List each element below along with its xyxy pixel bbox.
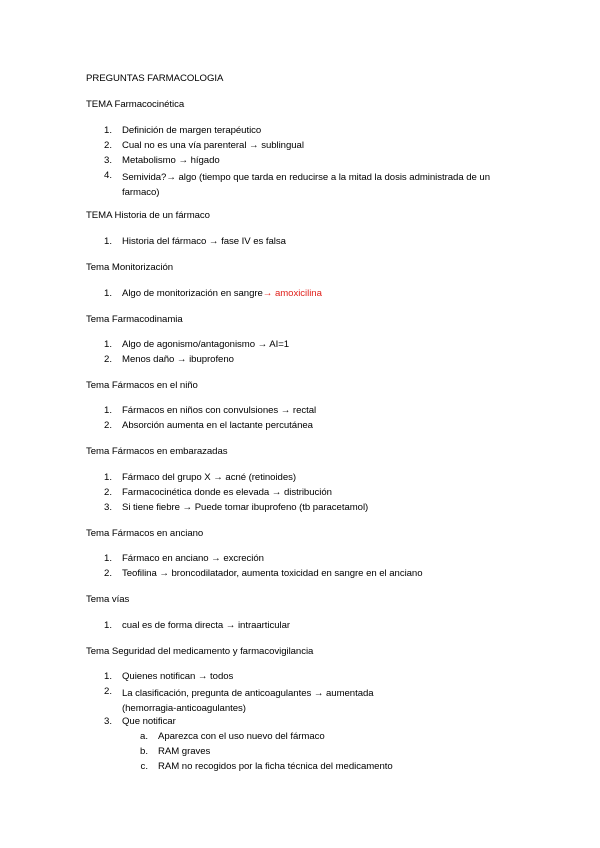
section-heading: Tema Farmacodinamia: [86, 314, 183, 325]
list-item: Metabolismo → hígado: [122, 155, 220, 166]
list-item: La clasificación, pregunta de anticoagulantes → aumentada (hemorragia-anticoagulantes): [122, 688, 374, 714]
sublist-item-letter: c.: [140, 761, 148, 772]
section-heading: Tema Fármacos en anciano: [86, 528, 204, 539]
list-item-number: 3.: [103, 502, 112, 513]
list-item: Algo de agonismo/antagonismo → AI=1: [122, 339, 290, 350]
sublist-item: RAM graves: [158, 746, 211, 757]
section-heading: Tema Fármacos en el niño: [86, 380, 198, 391]
list-item-number: 3.: [103, 155, 112, 166]
section-heading: TEMA Farmacocinética: [86, 99, 185, 110]
list-item: Semivida?→ algo (tiempo que tarda en reducirse a la mitad la dosis administrada de un farmaco): [122, 172, 490, 198]
section-heading: Tema vías: [86, 594, 130, 605]
list-item: Fármacos en niños con convulsiones → rectal: [122, 405, 317, 416]
section-heading: Tema Monitorización: [86, 262, 174, 273]
list-item-number: 2.: [103, 686, 112, 697]
list-item-number: 2.: [103, 487, 112, 498]
list-item-number: 2.: [103, 140, 112, 151]
list-item: Definición de margen terapéutico: [122, 125, 262, 136]
list-item-number: 2.: [103, 420, 112, 431]
list-item-number: 1.: [103, 553, 112, 564]
sublist-item: Aparezca con el uso nuevo del fármaco: [158, 731, 325, 742]
list-item: Fármaco del grupo X → acné (retinoides): [122, 472, 297, 483]
list-item: Teofilina → broncodilatador, aumenta toxicidad en sangre en el anciano: [122, 568, 423, 579]
list-item-text: Algo de monitorización en sangre: [122, 288, 263, 299]
document-title: PREGUNTAS FARMACOLOGIA: [86, 73, 224, 84]
list-item-number: 2.: [103, 354, 112, 365]
list-item-number: 1.: [103, 671, 112, 682]
section-heading: Tema Seguridad del medicamento y farmacovigilancia: [86, 646, 314, 657]
list-item-number: 4.: [103, 170, 112, 181]
list-item: Que notificar: [122, 716, 176, 727]
list-item: Historia del fármaco → fase IV es falsa: [122, 236, 286, 247]
section-heading: TEMA Historia de un fármaco: [86, 210, 210, 221]
list-item: Cual no es una vía parenteral → sublingual: [122, 140, 304, 151]
sublist-item-letter: b.: [139, 746, 148, 757]
list-item: Fármaco en anciano → excreción: [122, 553, 264, 564]
list-item-number: 1.: [103, 472, 112, 483]
list-item: cual es de forma directa → intraarticular: [122, 620, 291, 631]
list-item-number: 1.: [103, 339, 112, 350]
sublist-item: RAM no recogidos por la ficha técnica del medicamento: [158, 761, 393, 772]
list-item-number: 1.: [103, 405, 112, 416]
list-item-number: 1.: [103, 288, 112, 299]
list-item: Menos daño → ibuprofeno: [122, 354, 234, 365]
list-item-number: 3.: [103, 716, 112, 727]
list-item: Si tiene fiebre → Puede tomar ibuprofeno (tb paracetamol): [122, 502, 369, 513]
list-item-number: 2.: [103, 568, 112, 579]
list-item: Absorción aumenta en el lactante percutánea: [122, 420, 313, 431]
list-item: [122, 288, 322, 300]
list-item-number: 1.: [103, 620, 112, 631]
section-heading: Tema Fármacos en embarazadas: [86, 446, 228, 457]
list-item-number: 1.: [103, 125, 112, 136]
list-item: Quienes notifican → todos: [122, 671, 234, 682]
highlighted-answer: → amoxicilina: [262, 288, 322, 299]
list-item: Farmacocinética donde es elevada → distribución: [122, 487, 332, 498]
sublist-item-letter: a.: [139, 731, 148, 742]
list-item-number: 1.: [103, 236, 112, 247]
